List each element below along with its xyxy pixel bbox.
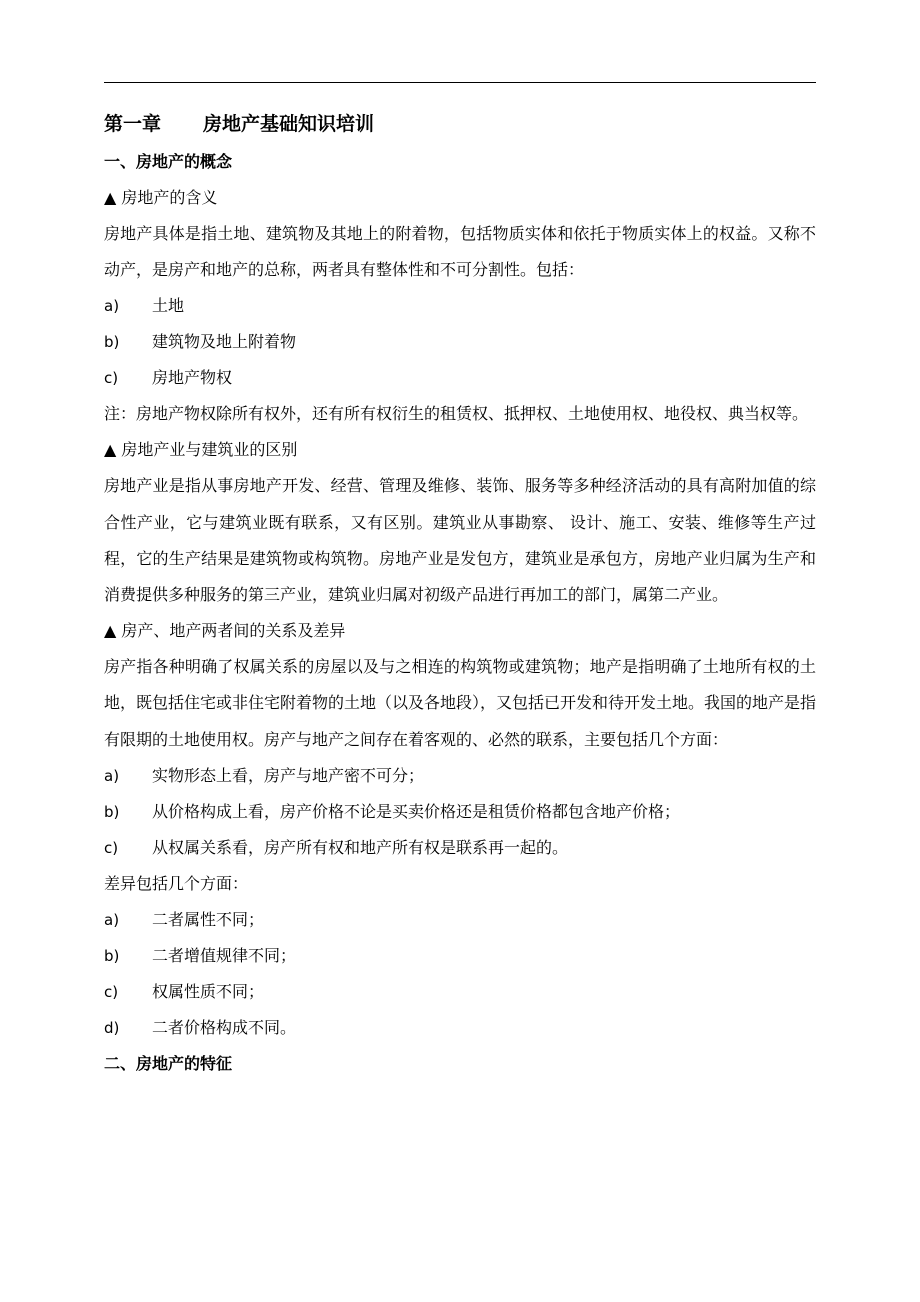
list-text: 土地 <box>152 296 185 316</box>
list-item <box>104 830 816 866</box>
list-item <box>104 902 816 938</box>
list-text: 二者属性不同； <box>152 909 265 929</box>
document-body <box>104 106 816 1082</box>
list-text: 二者价格构成不同。 <box>152 1017 297 1037</box>
list-marker: a) <box>104 766 120 785</box>
list-item <box>104 324 816 360</box>
list-marker: b) <box>104 802 120 821</box>
list-text: 权属性质不同； <box>152 981 265 1001</box>
section-heading-features: 二、房地产的特征 <box>104 1053 233 1073</box>
list-text: 二者增值规律不同； <box>152 945 297 965</box>
paragraph-industry-difference: 房地产业是指从事房地产开发、经营、管理及维修、装饰、服务等多种经济活动的具有高附加值的综合性产业，它与建筑业既有联系，又有区别。建筑业从事勘察、 设计、施工、安装、维修等生产过程，它的生产结果是建筑物或构筑物。房地产业是发包方，建筑业是承包方，房地产业归属为生产和消费提供多种服务的第三产业，建筑业归属对初级产品进行再加工的部门，属第二产业。 <box>104 476 816 605</box>
note-paragraph: 注：房地产物权除所有权外，还有所有权衍生的租赁权、抵押权、土地使用权、地役权、典当权等。 <box>104 404 809 424</box>
list-marker: a) <box>104 297 120 316</box>
subheading-meaning: ▲ 房地产的含义 <box>104 188 218 207</box>
list-marker: b) <box>104 946 120 965</box>
list-text: 房地产物权 <box>152 368 233 388</box>
list-item <box>104 938 816 974</box>
list-item <box>104 794 816 830</box>
list-marker: c) <box>104 369 119 388</box>
list-marker: c) <box>104 838 119 857</box>
list-item <box>104 1010 816 1046</box>
list-text: 从价格构成上看，房产价格不论是买卖价格还是租赁价格都包含地产价格； <box>152 801 681 821</box>
chapter-title: 房地产基础知识培训 <box>203 113 375 135</box>
list-marker: b) <box>104 333 120 352</box>
section-heading-concept: 一、房地产的概念 <box>104 152 233 171</box>
list-marker: d) <box>104 1018 120 1037</box>
list-text: 从权属关系看，房产所有权和地产所有权是联系再一起的。 <box>152 837 569 857</box>
list-item <box>104 360 816 396</box>
list-marker: c) <box>104 982 119 1001</box>
list-text: 建筑物及地上附着物 <box>152 332 297 352</box>
subheading-industry-difference: ▲ 房地产业与建筑业的区别 <box>104 440 298 460</box>
subheading-relationship: ▲ 房产、地产两者间的关系及差异 <box>104 621 346 641</box>
list-item <box>104 758 816 794</box>
list-marker: a) <box>104 910 120 929</box>
chapter-heading <box>104 106 816 142</box>
header-rule <box>104 82 816 83</box>
list-item <box>104 974 816 1010</box>
difference-intro: 差异包括几个方面： <box>104 873 249 893</box>
list-text: 实物形态上看，房产与地产密不可分； <box>152 765 425 785</box>
chapter-number: 第一章 <box>104 113 162 135</box>
paragraph-meaning: 房地产具体是指土地、建筑物及其地上的附着物，包括物质实体和依托于物质实体上的权益。又称不动产，是房产和地产的总称，两者具有整体性和不可分割性。包括： <box>104 224 816 280</box>
paragraph-relationship: 房产指各种明确了权属关系的房屋以及与之相连的构筑物或建筑物；地产是指明确了土地所有权的土地，既包括住宅或非住宅附着物的土地（以及各地段），又包括已开发和待开发土地。我国的地产是指有限期的土地使用权。房产与地产之间存在着客观的、必然的联系，主要包括几个方面： <box>104 657 817 749</box>
list-item <box>104 288 816 324</box>
